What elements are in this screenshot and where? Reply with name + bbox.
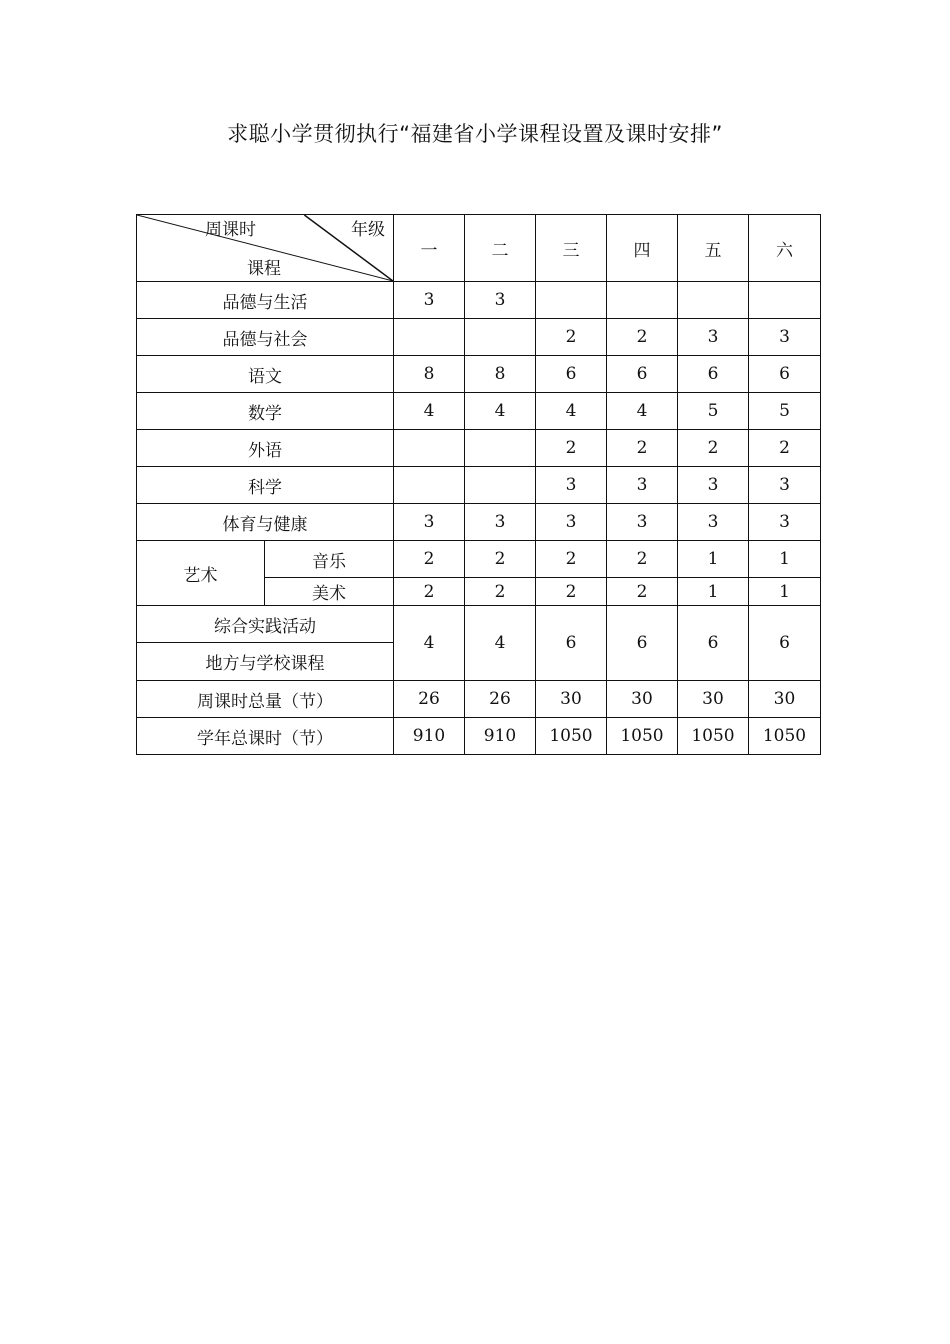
table-row (137, 541, 821, 578)
total-cell: 1050 (678, 718, 749, 755)
hours-cell: 6 (678, 356, 749, 393)
header-row (137, 215, 821, 282)
hours-cell: 3 (394, 504, 465, 541)
hours-cell: 6 (536, 356, 607, 393)
total-cell: 26 (465, 681, 536, 718)
course-name: 音乐 (265, 541, 394, 578)
grade-header: 二 (465, 215, 536, 282)
header-grade-label: 年级 (351, 220, 385, 240)
page-title: 求聪小学贯彻执行“福建省小学课程设置及课时安排” (227, 122, 723, 146)
hours-cell: 2 (536, 319, 607, 356)
hours-cell: 2 (394, 541, 465, 578)
header-course-label: 课程 (247, 259, 281, 279)
total-cell: 1050 (536, 718, 607, 755)
hours-cell: 6 (607, 606, 678, 681)
header-week-hours-label: 周课时 (205, 220, 256, 240)
total-cell: 26 (394, 681, 465, 718)
hours-cell (394, 319, 465, 356)
hours-cell: 3 (465, 504, 536, 541)
grade-header: 一 (394, 215, 465, 282)
course-name: 地方与学校课程 (137, 643, 394, 681)
total-cell: 30 (749, 681, 821, 718)
hours-cell: 5 (749, 393, 821, 430)
hours-cell: 3 (394, 282, 465, 319)
hours-cell: 4 (394, 393, 465, 430)
hours-cell: 2 (394, 578, 465, 606)
hours-cell: 3 (678, 467, 749, 504)
arts-group-label: 艺术 (137, 541, 265, 606)
hours-cell: 3 (678, 319, 749, 356)
hours-cell: 8 (465, 356, 536, 393)
hours-cell (607, 282, 678, 319)
total-cell: 1050 (749, 718, 821, 755)
hours-cell: 2 (536, 430, 607, 467)
hours-cell: 3 (607, 504, 678, 541)
hours-cell: 1 (678, 578, 749, 606)
total-cell: 910 (465, 718, 536, 755)
hours-cell: 3 (749, 319, 821, 356)
hours-cell: 2 (536, 578, 607, 606)
hours-cell: 2 (607, 430, 678, 467)
hours-cell (536, 282, 607, 319)
hours-cell: 2 (465, 541, 536, 578)
hours-cell: 2 (536, 541, 607, 578)
course-name: 综合实践活动 (137, 606, 394, 643)
diagonal-header-cell (137, 215, 394, 282)
hours-cell: 4 (607, 393, 678, 430)
hours-cell: 4 (465, 393, 536, 430)
hours-cell (678, 282, 749, 319)
hours-cell (465, 319, 536, 356)
course-name: 品德与社会 (137, 319, 394, 356)
hours-cell: 2 (465, 578, 536, 606)
hours-cell: 6 (607, 356, 678, 393)
table-row (137, 467, 821, 504)
hours-cell: 3 (465, 282, 536, 319)
table-row (137, 606, 821, 643)
hours-cell: 1 (678, 541, 749, 578)
hours-cell: 4 (465, 606, 536, 681)
hours-cell: 5 (678, 393, 749, 430)
course-name: 品德与生活 (137, 282, 394, 319)
grade-header: 五 (678, 215, 749, 282)
total-cell: 30 (678, 681, 749, 718)
hours-cell: 3 (678, 504, 749, 541)
course-name: 数学 (137, 393, 394, 430)
hours-cell: 3 (536, 467, 607, 504)
total-cell: 910 (394, 718, 465, 755)
hours-cell (749, 282, 821, 319)
hours-cell: 3 (536, 504, 607, 541)
totals-label: 学年总课时（节） (137, 718, 394, 755)
course-name: 美术 (265, 578, 394, 606)
course-name: 语文 (137, 356, 394, 393)
hours-cell: 2 (749, 430, 821, 467)
hours-cell: 2 (607, 541, 678, 578)
grade-header: 三 (536, 215, 607, 282)
course-schedule-table (136, 214, 821, 755)
table-row (137, 282, 821, 319)
grade-header: 四 (607, 215, 678, 282)
course-name: 外语 (137, 430, 394, 467)
hours-cell: 4 (536, 393, 607, 430)
hours-cell (465, 467, 536, 504)
hours-cell (394, 430, 465, 467)
hours-cell: 6 (678, 606, 749, 681)
hours-cell: 6 (749, 356, 821, 393)
hours-cell: 6 (536, 606, 607, 681)
course-name: 体育与健康 (137, 504, 394, 541)
hours-cell (394, 467, 465, 504)
hours-cell: 4 (394, 606, 465, 681)
table-row (137, 504, 821, 541)
hours-cell: 2 (607, 578, 678, 606)
hours-cell: 2 (678, 430, 749, 467)
totals-label: 周课时总量（节） (137, 681, 394, 718)
table-row (137, 393, 821, 430)
hours-cell: 1 (749, 578, 821, 606)
totals-row (137, 681, 821, 718)
hours-cell: 1 (749, 541, 821, 578)
table-row (137, 356, 821, 393)
hours-cell: 6 (749, 606, 821, 681)
total-cell: 1050 (607, 718, 678, 755)
hours-cell: 2 (607, 319, 678, 356)
table-row (137, 430, 821, 467)
total-cell: 30 (536, 681, 607, 718)
table-row (137, 319, 821, 356)
grade-header: 六 (749, 215, 821, 282)
hours-cell (465, 430, 536, 467)
hours-cell: 3 (749, 504, 821, 541)
course-name: 科学 (137, 467, 394, 504)
hours-cell: 8 (394, 356, 465, 393)
hours-cell: 3 (749, 467, 821, 504)
hours-cell: 3 (607, 467, 678, 504)
total-cell: 30 (607, 681, 678, 718)
totals-row (137, 718, 821, 755)
